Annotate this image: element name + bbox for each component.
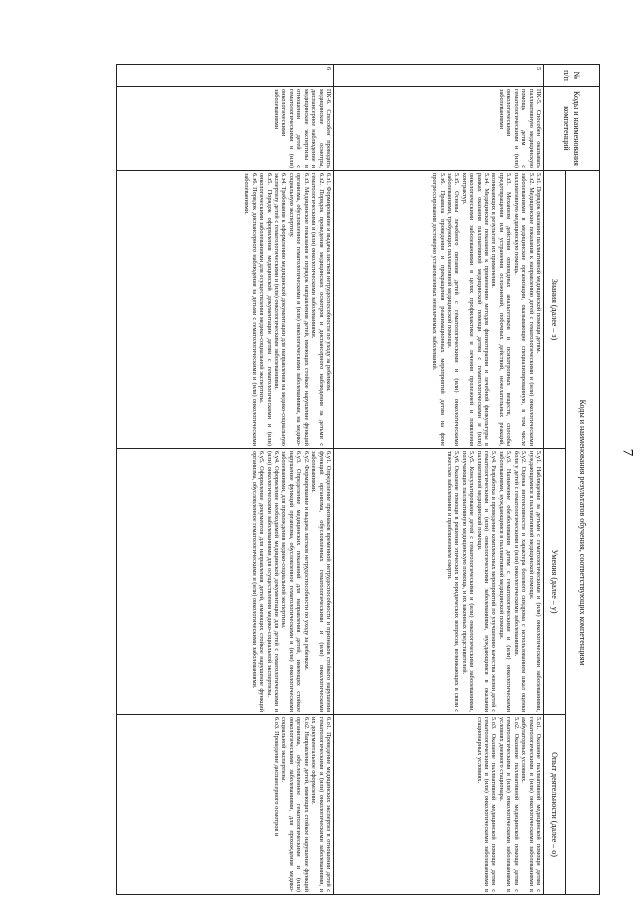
row-experience xyxy=(117,715,334,895)
text-line: 6.о1. Проведение медицинских экспертиз в отношении детей с гематологическими и (или) онкологическими заболеваниями, и их документальное оформление. xyxy=(310,717,332,893)
text-line: 5.з6. Правила проведения и прекращения реанимационных мероприятий детям на фоне прогрессирования достоверно установленных неизлечимых заболеваний. xyxy=(431,173,446,446)
row-num: 6 xyxy=(117,65,334,87)
text-line: 6.у5. Оформление документов для направления детей, имеющих стойкое нарушение функций организма, обусловленное гематологическими и (или) онкологическими заболеваниями. xyxy=(250,451,266,712)
text-line: 5.з1. Порядок оказания паллиативной медицинской помощи детям. xyxy=(535,173,542,354)
competence-table xyxy=(116,64,600,895)
table-row xyxy=(334,65,544,895)
row-experience xyxy=(334,715,544,895)
row-knowledge xyxy=(334,171,544,449)
text-line: 6.з2. Порядок проведения медицинских осмотров и диспансерного наблюдения за детьми с гематологическими и (или) онкологическими заболеваниями. xyxy=(310,173,325,446)
text-line: 5.з3. Механизм действия опиоидных анальгетиков и психотропных веществ, способы предотвращения или устранения осложнений, побочных действий, нежелательных реакций, возникающих в результате их применения. xyxy=(490,173,513,446)
row-num: 5 xyxy=(334,65,544,87)
text-line: 5.о1. Оказание паллиативной медицинской помощи детям с гематологическими и (или) онкологическими заболеваниями в амбулаторных условиях. xyxy=(520,717,542,893)
text-line: 6.у1. Определение признаков временной нетрудоспособности и признаков стойкого нарушения функций организма, обусловленных гематологическими и (или) онкологическими заболеваниями. xyxy=(310,451,332,712)
rotated-sheet xyxy=(116,64,600,894)
row-knowledge xyxy=(117,171,334,449)
text-line: 6.о2. Направление детей, имеющих стойкое нарушение функций организма, обусловленное гематологическими и (или) онкологическими заболеваниями, для прохождения медико-социальной экспертизы. xyxy=(280,717,310,893)
text-line: 5.о2. Оказание паллиативной медицинской помощи детям с гематологическими и (или) онкологическими заболеваниями в условиях дневного стационара. xyxy=(497,717,520,893)
text-line: 5.з5. Основы лечебного питания детей с гематологическими и (или) онкологическими заболеваниями, требующих паллиативной медицинской помощи. xyxy=(445,173,461,446)
header-experience: Опыт деятельности (далее – о) xyxy=(544,715,566,895)
text-line: 5.у5. Консультирование детей с гематологическими и (или) онкологическими заболеваниями, получающих паллиативную медицинскую помощь, и их законных представителей. xyxy=(460,451,476,712)
text-line: 5.з2. Медицинские показания к направлению детей с гематологическими и (или) онкологическими заболеваниями в медицинские организации, оказывающие специализированную, в том числе паллиативную медицинскую помощь. xyxy=(512,173,535,446)
header-row-2 xyxy=(544,65,566,895)
row-code: ПК-5. Способен оказывать паллиативную медицинскую помощь детям с гематологическими и (или) онкологическими заболеваниями xyxy=(334,87,544,171)
table-row xyxy=(117,65,334,895)
header-results: Коды и наименования результатов обучения, соответствующих компетенциям xyxy=(566,171,600,895)
header-knowledge: Знания (далее – з) xyxy=(544,171,566,449)
header-code: Коды и наименования компетенций xyxy=(544,87,600,171)
header-skills: Умения (далее – у) xyxy=(544,449,566,715)
text-line: 5.у1. Наблюдение за детьми с гематологическими и (или) онкологическими заболеваниями, нуждающимися в паллиативной медицинской помощи. xyxy=(527,451,542,712)
text-line: 6.о3. Проведение диспансерного осмотров и xyxy=(273,717,281,837)
text-line: 5.з4. Медицинские показания к применению методов физиотерапии и лечебной физкультуры в рамках оказания паллиативной медицинской помощи детям с гематологическими и (или) онкологическими заболеваниями в целях профилактики и лечения пролежней и появления контрактур. xyxy=(460,173,491,446)
text-line: 5.о3. Оказание паллиативной медицинской помощи детям с гематологическими и (или) онкологическими заболеваниями в стационарных условиях. xyxy=(475,717,498,893)
page-number-text: 7 xyxy=(619,448,636,457)
text-line: 6.з6. Порядок диспансерного наблюдения за детьми с гематологическими и (или) онкологическими заболеваниями. xyxy=(243,173,258,446)
text-line: 6.з1. Формирование и выдача листков нетрудоспособности по уходу за ребенком. xyxy=(325,173,332,392)
text-line: 5.у6. Оказание помощи в решении этических и юридических вопросов, возникающих в связи с тяжестью заболевания и приближением смерти. xyxy=(445,451,461,712)
row-code: ПК-6. Способен проводить медицинские осмотры, диспансерное наблюдение и медицинские экспертизы в отношении детей с гематологическими и (или) онкологическими заболеваниями xyxy=(117,87,334,171)
text-line: 6.з3. Медицинские показания и порядок направления детей, имеющих стойкое нарушение функций организма, обусловленное гематологическими и (или) онкологическими заболеваниями, на медико-социальную экспертизу. xyxy=(287,173,310,446)
text-line: 6.з4. Требования к оформлению медицинской документации для направления на медико-социальную экспертизу детей с гематологическими и (или) онкологическими заболеваниями. xyxy=(273,173,288,446)
row-skills xyxy=(117,449,334,715)
text-line: 6.у4. Оформление необходимой медицинской документации для детей с гематологическими и (или) онкологическими заболеваниями для осуществления медико-социальной экспертизы. xyxy=(265,451,281,712)
header-row-1 xyxy=(566,65,600,895)
text-line: 5.у3. Назначение обезболивания детям с гематологическими и (или) онкологическими заболеваниями, нуждающимся в паллиативной медицинской помощи. xyxy=(497,451,513,712)
text-line: 5.у4. Разработка и проведение комплексных мероприятий по улучшению качества жизни детей с гематологическими и (или) онкологическими заболеваниями, нуждающимся в оказании паллиативной медицинской помощи. xyxy=(475,451,498,712)
row-skills xyxy=(334,449,544,715)
text-line: 6.у2. Формирование и выдача листков нетрудоспособности по уходу за ребенком. xyxy=(302,451,310,671)
text-line: 5.у2. Оценка интенсивности и характера болевого синдрома с использованием шкал оценки боли у детей с гематологическими и (или) онкологическими заболеваниями. xyxy=(512,451,528,712)
header-num: № п/п xyxy=(544,65,600,87)
text-line: 6.з5. Порядок оформления медицинской документации детям с гематологическими и (или) онкологическими заболеваниями для осуществления медико-социальной экспертизы. xyxy=(258,173,273,446)
page-number xyxy=(616,0,638,905)
text-line: 6.у3. Определение медицинских показаний для направления детей, имеющих стойкое нарушение функций организма, обусловленное гематологическими и (или) онкологическими заболеваниями, для прохождения медико-социальной экспертизы. xyxy=(280,451,303,712)
